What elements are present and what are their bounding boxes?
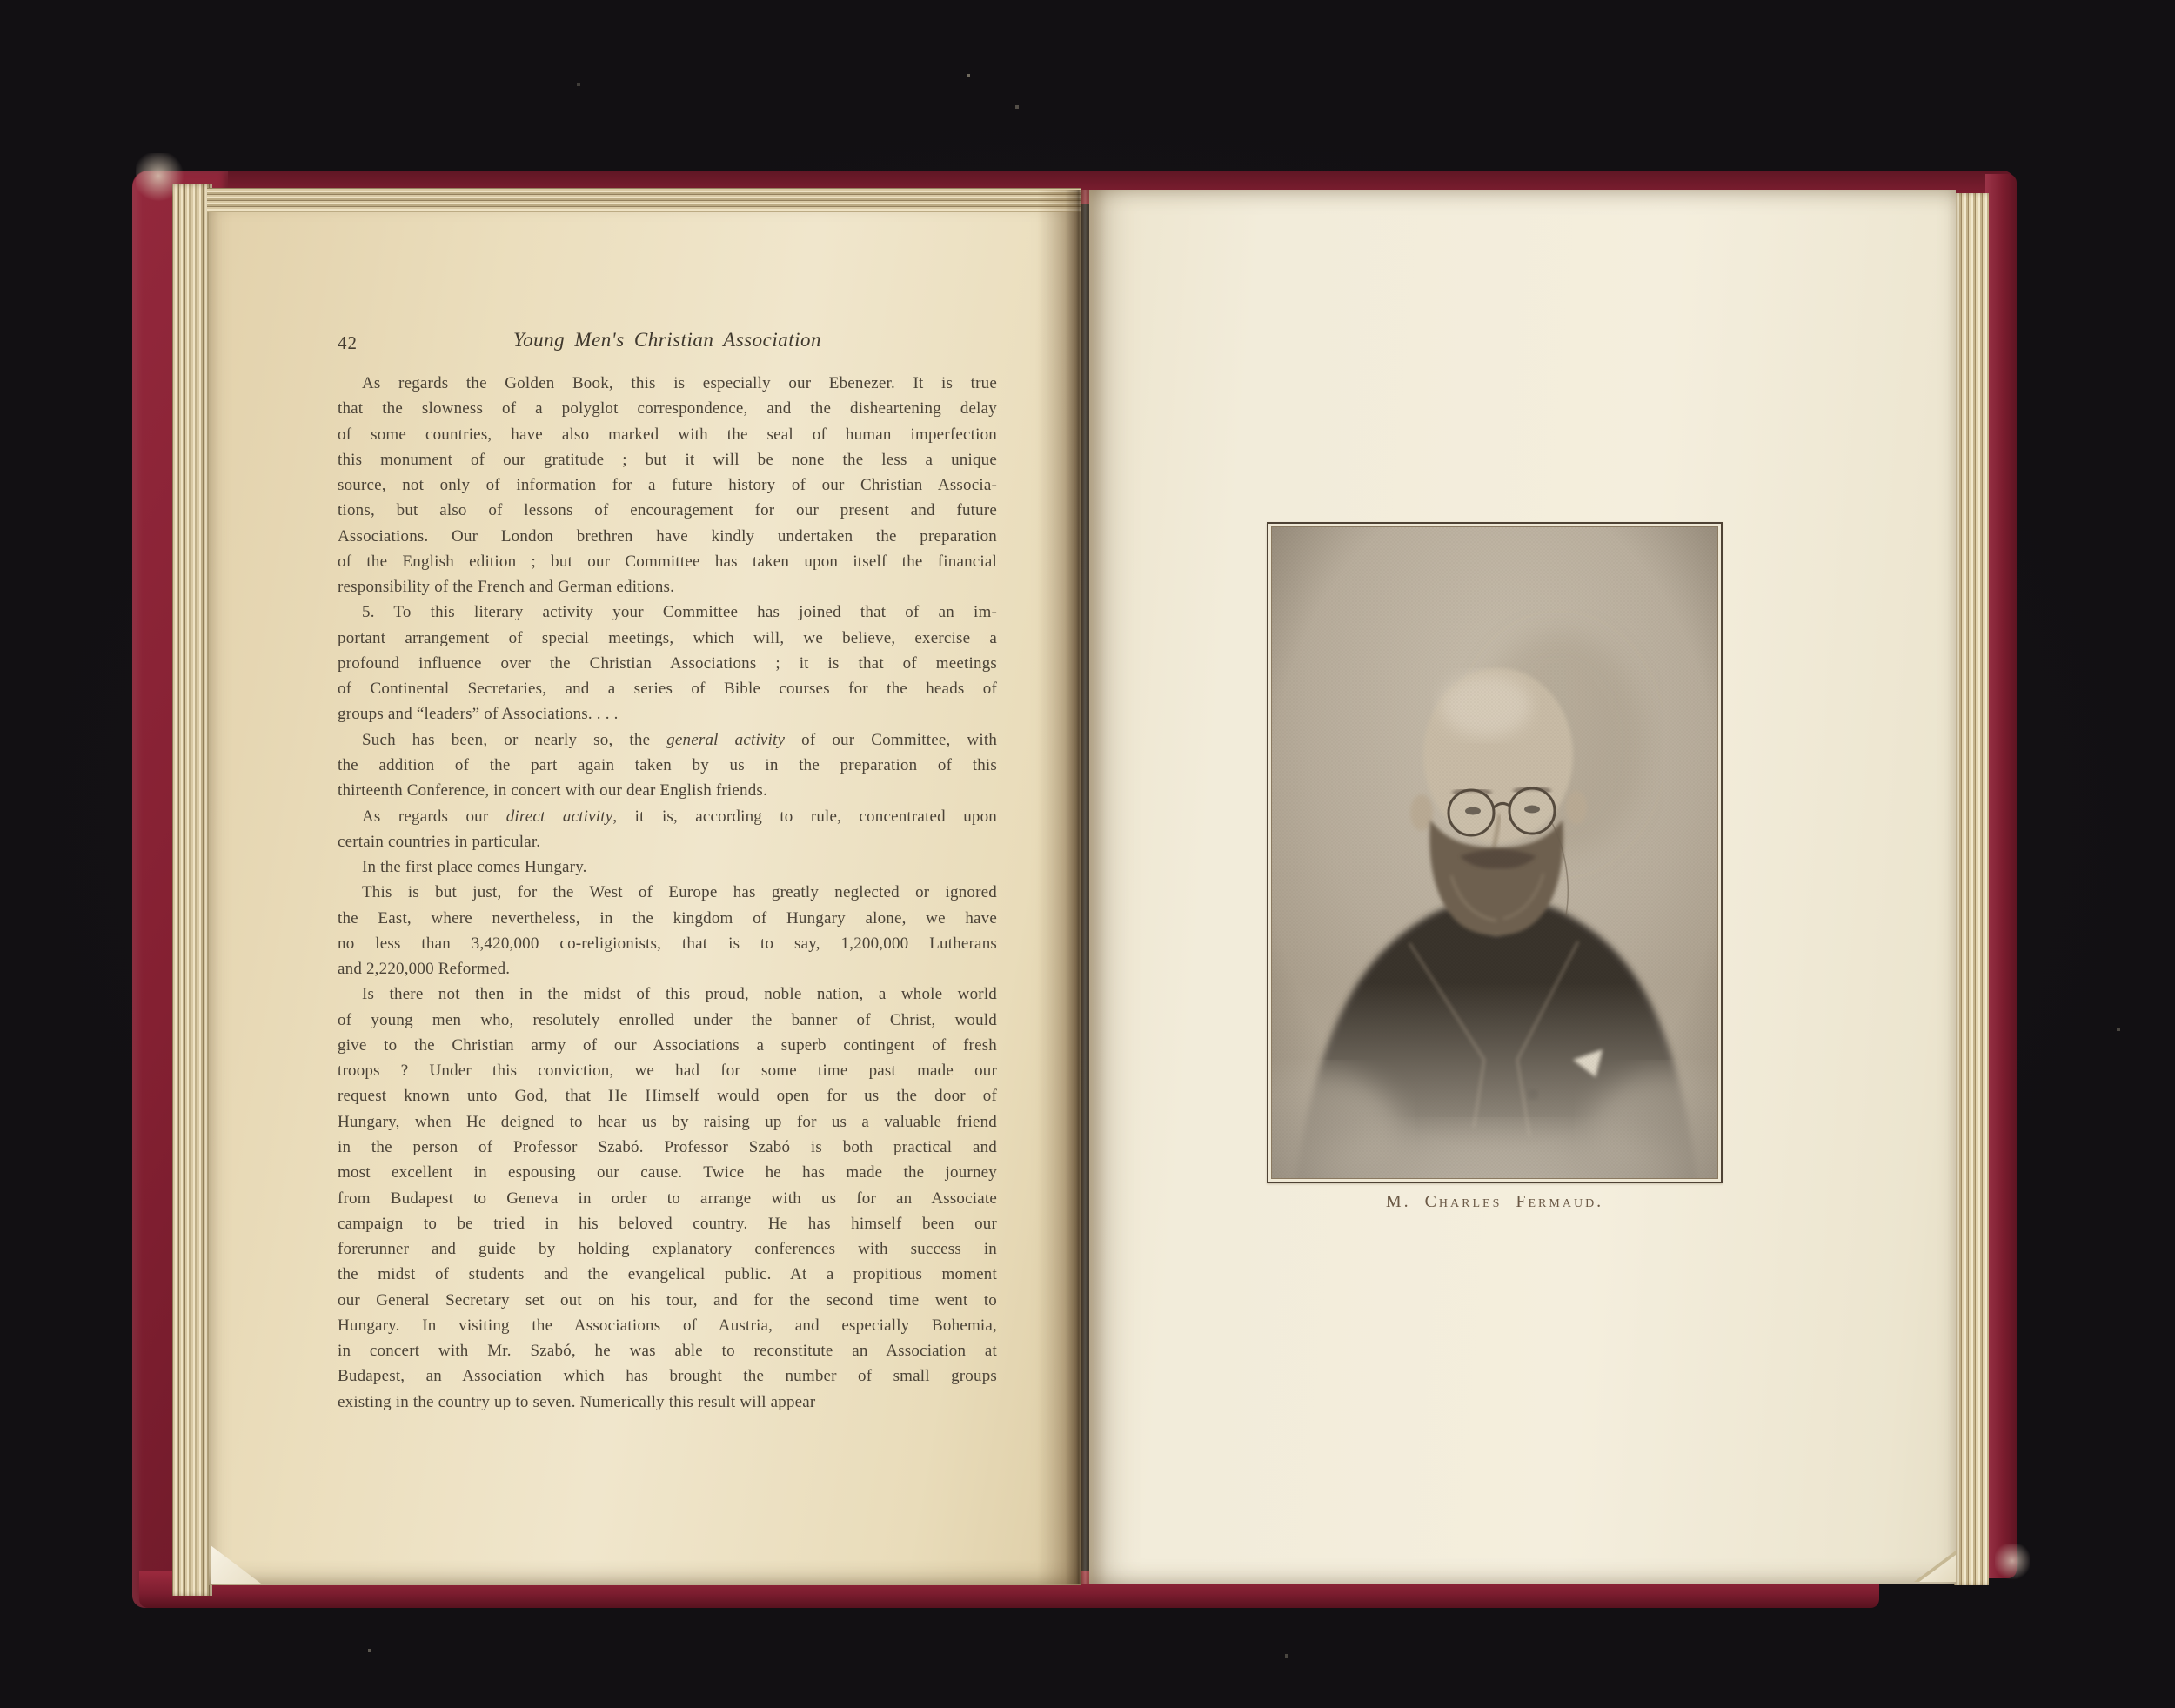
text-line: groups and “leaders” of Associations. . . . <box>338 705 619 724</box>
page-number: 42 <box>338 332 358 353</box>
portrait-frame <box>1267 522 1723 1183</box>
text-line: thirteenth Conference, in concert with our dear English friends. <box>338 781 767 800</box>
page-stack-right-edge <box>1954 193 1989 1585</box>
text-line: Such has been, or nearly so, the general activity of our Committee, with <box>362 730 998 749</box>
book-cover-right-edge <box>1985 174 2017 1578</box>
text-line: As regards the Golden Book, this is especially our Ebenezer. It is true <box>362 374 997 392</box>
text-line: of Continental Secretaries, and a series of Bible courses for the heads of <box>338 680 997 699</box>
text-line: of some countries, have also marked with the seal of human imperfection <box>338 425 997 444</box>
underlying-page-corner <box>211 1545 261 1584</box>
text-line: in concert with Mr. Szabó, he was able to reconstitute an Association at <box>338 1342 997 1361</box>
text-line: and 2,220,000 Reformed. <box>338 960 511 979</box>
text-line: in the person of Professor Szabó. Professor Szabó is both practical and <box>338 1137 997 1156</box>
text-line: the midst of students and the evangelical public. At a propitious moment <box>338 1265 997 1284</box>
text-line: Is there not then in the midst of this proud, noble nation, a whole world <box>362 985 997 1004</box>
worn-cover-corner-top-left <box>136 153 186 204</box>
text-line: campaign to be tried in his beloved country. He has himself been our <box>338 1214 997 1233</box>
text-line: certain countries in particular. <box>338 832 541 851</box>
text-line: Hungary, when He deigned to hear us by raising up for us a valuable friend <box>338 1112 997 1131</box>
dust-specks <box>0 0 2 2</box>
text-line: troops ? Under this conviction, we had for some time past made our <box>338 1062 997 1081</box>
text-line: Associations. Our London brethren have kindly undertaken the preparation <box>338 526 997 546</box>
text-line: give to the Christian army of our Associations a superb contingent of fresh <box>338 1035 997 1055</box>
worn-cover-corner-bottom-right <box>1995 1544 2030 1582</box>
page-header <box>338 329 997 360</box>
text-line: Hungary. In visiting the Associations of Austria, and especially Bohemia, <box>338 1316 997 1335</box>
text-line: In the first place comes Hungary. <box>362 858 587 877</box>
text-line: our General Secretary set out on his tour, and for the second time went to <box>338 1290 997 1309</box>
text-line: This is but just, for the West of Europe has greatly neglected or ignored <box>362 883 997 902</box>
page-stack-left-edge <box>172 184 212 1596</box>
text-line: responsibility of the French and German editions. <box>338 578 675 597</box>
portrait-photo <box>1272 527 1717 1178</box>
running-title: Young Men's Christian Association <box>513 329 821 351</box>
text-line: of the English edition ; but our Committee has taken upon itself the financial <box>338 552 997 571</box>
right-page <box>1089 190 1956 1584</box>
text-line: tions, but also of lessons of encouragement for our present and future <box>338 501 997 520</box>
text-line: profound influence over the Christian Associations ; it is that of meetings <box>338 653 997 673</box>
text-line: from Budapest to Geneva in order to arrange with us for an Associate <box>338 1189 997 1208</box>
text-line: request known unto God, that He Himself would open for us the door of <box>338 1087 997 1106</box>
page-stack-top-edge <box>207 188 1081 212</box>
text-line: existing in the country up to seven. Numerically this result will appear <box>338 1392 816 1411</box>
text-line: the addition of the part again taken by us in the preparation of this <box>338 755 997 774</box>
text-line: that the slowness of a polyglot correspondence, and the disheartening delay <box>338 399 997 419</box>
text-line: portant arrangement of special meetings, which will, we believe, exercise a <box>338 628 997 647</box>
left-page <box>209 191 1081 1585</box>
body-text <box>338 371 997 1415</box>
text-line: Budapest, an Association which has brought the number of small groups <box>338 1367 997 1386</box>
text-line: source, not only of information for a future history of our Christian Associa- <box>338 476 997 495</box>
text-line: forerunner and guide by holding explanatory conferences with success in <box>338 1240 997 1259</box>
text-line: 5. To this literary activity your Committee has joined that of an im- <box>362 603 997 622</box>
text-line: the East, where nevertheless, in the kingdom of Hungary alone, we have <box>338 908 997 928</box>
plate-caption: M. Charles Fermaud. <box>1385 1192 1604 1211</box>
text-line: this monument of our gratitude ; but it will be none the less a unique <box>338 450 997 469</box>
text-line: As regards our direct activity, it is, according to rule, concentrated upon <box>362 807 997 826</box>
portrait-frame-inner <box>1271 526 1718 1179</box>
text-line: no less than 3,420,000 co-religionists, that is to say, 1,200,000 Lutherans <box>338 934 997 953</box>
text-line: most excellent in espousing our cause. Twice he has made the journey <box>338 1163 997 1182</box>
text-line: of young men who, resolutely enrolled under the banner of Christ, would <box>338 1010 997 1029</box>
